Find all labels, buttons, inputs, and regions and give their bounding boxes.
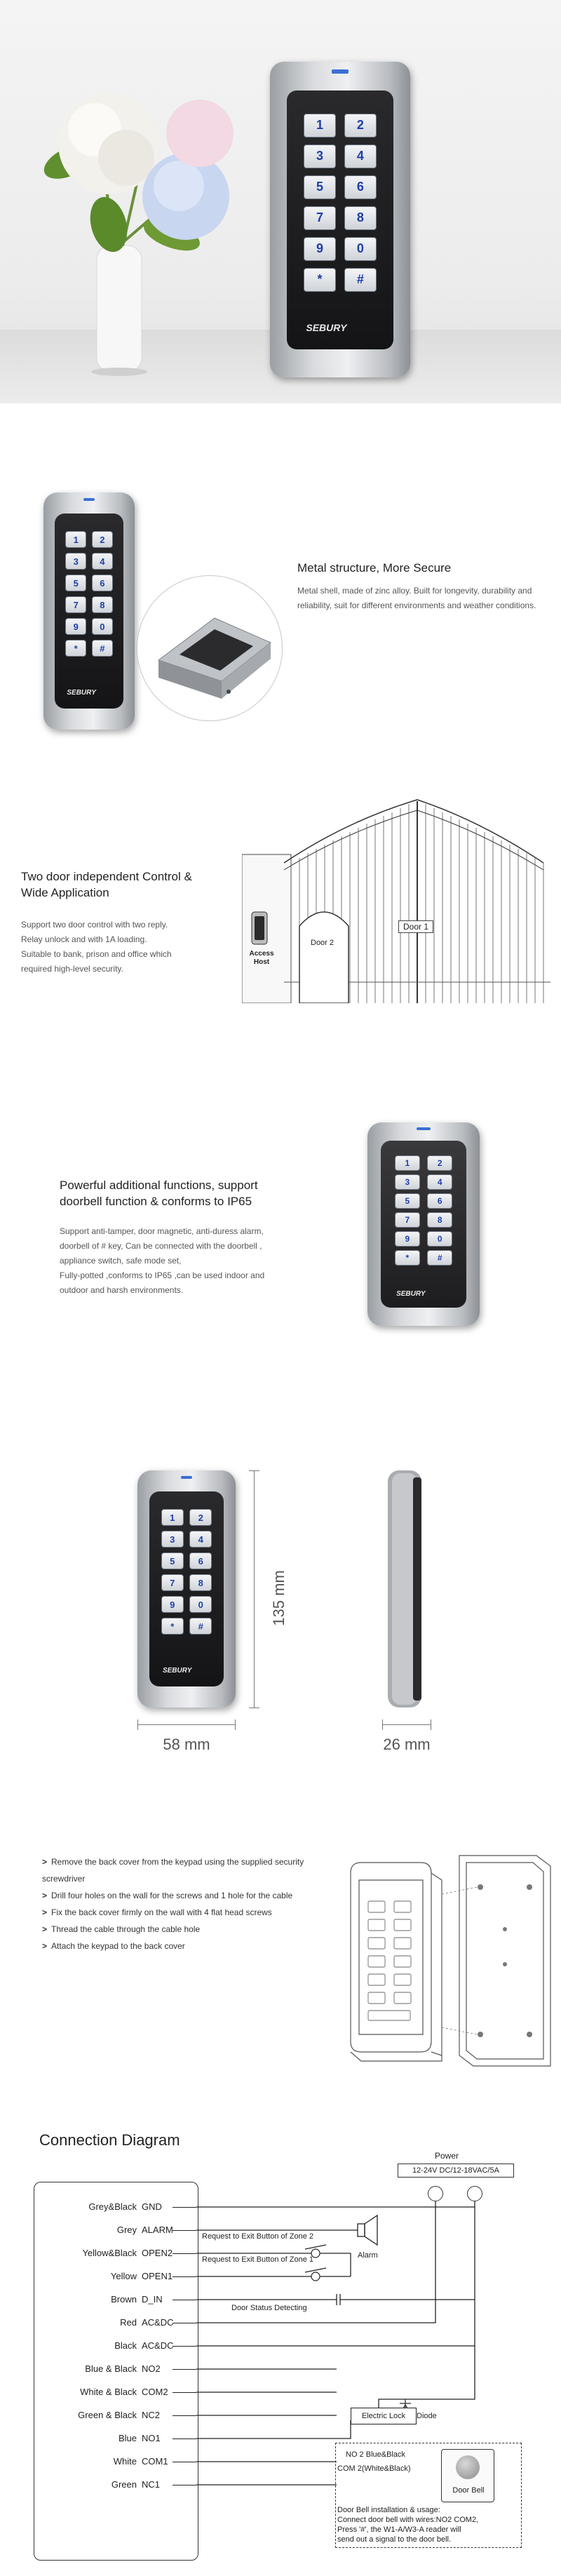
keypad-key: 7 — [304, 206, 335, 230]
hero-keypad-image — [270, 62, 410, 377]
description-line: Suitable to bank, prison and office which — [21, 949, 172, 959]
wire-terminal: OPEN1 — [142, 2271, 173, 2281]
functions-title-line2: doorbell function & conforms to IP65 — [60, 1195, 252, 1208]
keypad-key: 9 — [161, 1596, 184, 1613]
width-dimension-tick-left — [137, 1719, 138, 1730]
keypad-key: * — [161, 1618, 184, 1635]
access-host-label — [245, 950, 278, 967]
description-line: outdoor and harsh environments. — [60, 1285, 184, 1295]
height-dimension-line — [254, 1470, 255, 1708]
width-dimension-tick-right — [235, 1719, 236, 1730]
hero-section — [0, 0, 561, 403]
keypad-key: 0 — [344, 237, 377, 261]
bell-com2-label: COM 2(White&Black) — [337, 2464, 411, 2473]
keypad-key: * — [304, 268, 335, 292]
keypad-key: 2 — [427, 1155, 452, 1171]
dimensions-front-keypad-image — [137, 1470, 236, 1708]
depth-dimension-line — [382, 1724, 431, 1725]
functions-title-line1: Powerful additional functions, support — [60, 1179, 258, 1192]
dimensions-side-view-image — [382, 1470, 431, 1708]
hero-keypad-keys — [304, 114, 376, 292]
wire-row — [35, 2479, 207, 2499]
keypad-key: 8 — [189, 1574, 212, 1591]
description-line: Support anti-tamper, door magnetic, anti-duress alarm, — [60, 1226, 264, 1236]
description-line: Relay unlock and with 1A loading. — [21, 934, 147, 944]
bell-note-line: Door Bell installation & usage: — [337, 2506, 440, 2514]
keypad-key: 9 — [395, 1231, 420, 1247]
access-host-line: Host — [253, 958, 270, 966]
wire-row — [35, 2248, 207, 2267]
keypad-key: 4 — [427, 1174, 452, 1190]
wire-row — [35, 2225, 207, 2244]
installation-step — [42, 1904, 323, 1921]
keypad-key: 4 — [189, 1531, 212, 1548]
metal-title: Metal structure, More Secure — [297, 561, 452, 575]
keypad-key: 0 — [427, 1231, 452, 1247]
two-door-section — [0, 786, 561, 1017]
keypad-key: # — [427, 1250, 452, 1266]
hero-keypad-face — [287, 90, 393, 349]
metal-description: Metal shell, made of zinc alloy. Built for longevity, durability and reliability, suit for different environments and weather conditions. — [297, 586, 536, 610]
door-status-label: Door Status Detecting — [231, 2304, 307, 2312]
access-host-line: Access — [249, 950, 274, 958]
wire-color: Grey&Black — [88, 2201, 137, 2212]
keypad-key: 2 — [344, 114, 377, 137]
description-line: doorbell of # key, Can be connected with the doorbell , — [60, 1241, 262, 1251]
keypad-key: 5 — [161, 1552, 184, 1569]
keypad-key: # — [92, 640, 113, 657]
functions-section — [0, 1112, 561, 1386]
keypad-key: 8 — [344, 206, 377, 230]
keypad-key: 7 — [395, 1212, 420, 1228]
keypad-key: 8 — [427, 1212, 452, 1228]
keypad-key: 5 — [395, 1193, 420, 1209]
keypad-key: 1 — [395, 1155, 420, 1171]
wire-line — [173, 2346, 196, 2347]
bell-note-line: Connect door bell with wires:NO2 COM2, — [337, 2516, 479, 2524]
installation-step — [42, 1921, 323, 1938]
wire-color: Yellow — [110, 2271, 137, 2281]
door-bell-label: Door Bell — [452, 2486, 485, 2495]
wire-color: White & Black — [80, 2387, 137, 2397]
wire-terminal: COM1 — [142, 2456, 168, 2467]
step-text: Attach the keypad to the back cover — [51, 1941, 185, 1951]
bell-note — [337, 2505, 520, 2544]
step-arrow-icon: > — [42, 1924, 48, 1934]
wire-color: Brown — [111, 2294, 137, 2305]
keypad-brand-logo: SEBURY — [396, 1289, 426, 1298]
wire-line — [173, 2369, 196, 2370]
wire-row — [35, 2387, 207, 2406]
keypad-keys — [395, 1155, 453, 1266]
metal-structure-section — [0, 484, 561, 751]
door2-label: Door 2 — [309, 939, 336, 947]
keypad-key: 4 — [92, 553, 113, 570]
functions-description — [60, 1224, 319, 1298]
wire-color: Blue & Black — [85, 2363, 137, 2374]
installation-section — [0, 1838, 561, 2091]
wire-color: Yellow&Black — [82, 2248, 137, 2258]
wire-terminal: COM2 — [142, 2387, 168, 2397]
wire-line — [173, 2230, 196, 2231]
keypad-key: 4 — [344, 145, 377, 168]
step-text: Remove the back cover from the keypad using the supplied security screwdriver — [42, 1857, 304, 1884]
wire-row — [35, 2294, 207, 2314]
keypad-key: 6 — [344, 175, 377, 199]
keypad-brand-logo: SEBURY — [162, 1666, 192, 1675]
keypad-face — [381, 1141, 466, 1308]
description-line: Fully-potted ,conforms to IP65 ,can be used indoor and — [60, 1270, 265, 1280]
keypad-brand-logo: SEBURY — [67, 688, 96, 697]
width-dimension-label: 58 mm — [163, 1736, 210, 1753]
wire-line — [173, 2207, 196, 2208]
wire-terminal: D_IN — [142, 2294, 163, 2305]
description-line: required high-level security. — [21, 964, 123, 974]
two-door-title-line2: Wide Application — [21, 886, 109, 899]
wire-row — [35, 2433, 207, 2453]
wire-line — [173, 2276, 196, 2277]
wire-terminal: AC&DC — [142, 2317, 174, 2328]
connection-diagram-title: Connection Diagram — [39, 2131, 180, 2149]
wire-row — [35, 2456, 207, 2476]
functions-keypad-image — [367, 1122, 480, 1326]
wire-terminal: NO1 — [142, 2433, 161, 2443]
bell-note-line: Press '#', the W1-A/W3-A reader will — [337, 2525, 461, 2534]
keypad-led — [83, 498, 95, 501]
keypad-key: 3 — [395, 1174, 420, 1190]
width-dimension-line — [137, 1724, 236, 1725]
keypad-face — [55, 514, 124, 708]
wire-row — [35, 2340, 207, 2360]
wire-color: Grey — [116, 2225, 137, 2235]
keypad-led — [181, 1476, 193, 1479]
keypad-key: 8 — [92, 596, 113, 613]
wire-row — [35, 2201, 207, 2221]
wire-terminal: NC2 — [142, 2410, 161, 2420]
wire-color: White — [113, 2456, 137, 2467]
wire-terminal: OPEN2 — [142, 2248, 173, 2258]
depth-dimension-label: 26 mm — [383, 1736, 431, 1753]
wire-terminal: GND — [142, 2201, 162, 2212]
wire-line — [173, 2485, 196, 2486]
description-line: appliance switch, safe mode set, — [60, 1256, 182, 1266]
keypad-key: 3 — [161, 1531, 184, 1548]
installation-exploded-drawing — [337, 1852, 554, 2077]
keypad-key: 5 — [304, 175, 335, 199]
two-door-description — [21, 918, 231, 977]
door-bell-button-icon — [456, 2455, 480, 2479]
wire-list — [35, 2201, 207, 2552]
step-text: Thread the cable through the cable hole — [51, 1924, 201, 1934]
bell-note-line: send out a signal to the door bell. — [337, 2535, 452, 2544]
wire-row — [35, 2363, 207, 2383]
wire-color: Red — [120, 2317, 137, 2328]
keypad-key: # — [344, 268, 377, 292]
alarm-label: Alarm — [358, 2251, 378, 2260]
door-bell-box — [335, 2443, 522, 2548]
keypad-key: 9 — [65, 618, 86, 635]
installation-step — [42, 1853, 323, 1887]
wire-row — [35, 2317, 207, 2337]
keypad-key: 1 — [65, 531, 86, 548]
description-line: Support two door control with two reply. — [21, 920, 168, 930]
keypad-key: * — [395, 1250, 420, 1266]
exit-zone1-label: Request to Exit Button of Zone 1 — [202, 2255, 313, 2264]
step-arrow-icon: > — [42, 1941, 48, 1951]
keypad-keys — [161, 1509, 212, 1635]
door-bell-device — [441, 2449, 494, 2502]
keypad-key: # — [189, 1618, 212, 1635]
two-door-title-line1: Two door independent Control & — [21, 870, 192, 883]
keypad-key: 6 — [92, 575, 113, 591]
keypad-key: 5 — [65, 575, 86, 591]
keypad-key: 6 — [189, 1552, 212, 1569]
keypad-key: 9 — [304, 237, 335, 261]
gate-illustration — [242, 793, 550, 1003]
keypad-key: 7 — [161, 1574, 184, 1591]
keypad-key: 2 — [92, 531, 113, 548]
wire-line — [173, 2253, 196, 2254]
keypad-key: 3 — [65, 553, 86, 570]
wire-terminal: AC&DC — [142, 2340, 174, 2351]
exit-zone2-label: Request to Exit Button of Zone 2 — [202, 2232, 313, 2241]
keypad-key: 1 — [161, 1509, 184, 1526]
wire-color: Black — [114, 2340, 137, 2351]
wire-color: Blue — [118, 2433, 137, 2443]
metal-detail-zoom-image — [137, 575, 283, 721]
wire-row — [35, 2271, 207, 2290]
height-dimension-tick-top — [249, 1470, 259, 1471]
keypad-key: 2 — [189, 1509, 212, 1526]
wire-row — [35, 2410, 207, 2429]
step-arrow-icon: > — [42, 1907, 48, 1917]
keypad-key: 7 — [65, 596, 86, 613]
installation-step — [42, 1938, 323, 1954]
wire-color: Green & Black — [78, 2410, 137, 2420]
keypad-brand-logo: SEBURY — [306, 322, 347, 334]
installation-step — [42, 1887, 323, 1904]
height-dimension-label: 135 mm — [270, 1570, 288, 1626]
bell-no2-label: NO 2 Blue&Black — [346, 2450, 405, 2459]
keypad-led — [417, 1127, 430, 1129]
wire-line — [173, 2392, 196, 2393]
power-label: Power — [435, 2151, 459, 2161]
electric-lock-box: Electric Lock — [351, 2408, 417, 2424]
keypad-keys — [65, 531, 112, 657]
keypad-key: 0 — [189, 1596, 212, 1613]
keypad-face — [149, 1491, 224, 1686]
keypad-key: 3 — [304, 145, 335, 168]
wire-terminal: ALARM — [142, 2225, 173, 2235]
keypad-key: 0 — [92, 618, 113, 635]
flower-vase-image — [28, 63, 252, 386]
wire-terminal: NO2 — [142, 2363, 161, 2374]
hero-keypad-led — [332, 69, 349, 73]
installation-steps — [42, 1853, 323, 1954]
dimensions-section — [0, 1452, 561, 1803]
door1-label: Door 1 — [398, 920, 433, 933]
wire-line — [173, 2415, 196, 2416]
step-text: Drill four holes on the wall for the screws and 1 hole for the cable — [51, 1891, 293, 1900]
wire-terminal: NC1 — [142, 2479, 161, 2490]
keypad-key: 1 — [304, 114, 335, 137]
keypad-key: 6 — [427, 1193, 452, 1209]
keypad-key: * — [65, 640, 86, 657]
wire-color: Green — [111, 2479, 137, 2490]
step-arrow-icon: > — [42, 1857, 48, 1867]
step-text: Fix the back cover firmly on the wall with 4 flat head screws — [51, 1907, 272, 1917]
metal-keypad-image — [43, 492, 135, 730]
step-arrow-icon: > — [42, 1891, 48, 1900]
power-spec-box: 12-24V DC/12-18VAC/5A — [398, 2164, 514, 2178]
depth-dimension-tick-left — [382, 1719, 383, 1730]
diode-label: Diode — [417, 2412, 437, 2420]
connection-diagram-section — [0, 2119, 561, 2568]
